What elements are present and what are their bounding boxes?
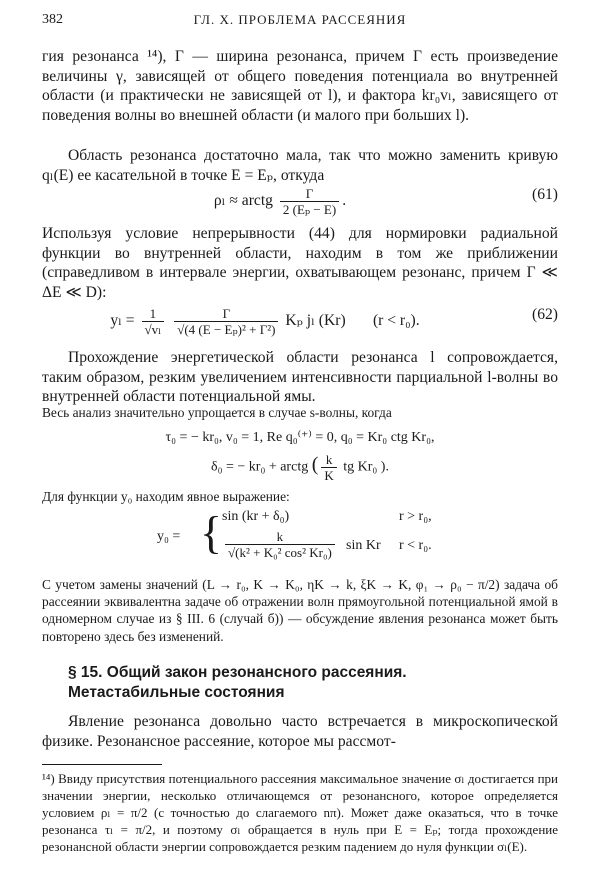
section-title-2: Метастабильные состояния bbox=[68, 684, 285, 701]
paragraph-5: Явление резонанса довольно часто встречается в микроскопической физике. Резонансное рассеяние, которое мы рассмот- bbox=[42, 713, 558, 750]
section-title-1: § 15. Общий закон резонансного рассеяния. bbox=[68, 664, 407, 681]
running-header bbox=[42, 12, 558, 32]
paragraph-2: Область резонанса достаточно мала, так что можно заменить кривую qₗ(E) ее касательной в точке E = Eₚ, откуда bbox=[42, 147, 558, 184]
eq62-fraction-1: $\frac{1}{\text{√vₗ}}$ bbox=[142, 306, 165, 337]
s-wave-line-2: δ₀ = − kr₀ + arctg ( $\frac{k}{K}$ tg Kr₀ ). bbox=[211, 452, 389, 483]
s-wave-fraction: $\frac{k}{K}$ bbox=[321, 452, 336, 483]
eq61-denominator: 2 (Eₚ − E) bbox=[282, 202, 337, 217]
eq61-numerator: Γ bbox=[280, 186, 339, 202]
y0-fraction: $\frac{k}{\text{√(k² + K₀² cos² Kr₀)}}$ bbox=[225, 529, 335, 560]
equation-61: ρₗ ≈ arctg $\frac{\Gamma}{\text{2 (Eₚ − E)}}$ . (61) bbox=[213, 186, 558, 217]
eq61-fraction bbox=[280, 186, 339, 217]
page-number: 382 bbox=[42, 12, 63, 27]
eq62-rhs: Kₚ jₗ (Kr) bbox=[285, 312, 346, 330]
paragraph-3: Используя условие непрерывности (44) для нормировки радиальной функции во внутренней области, находим в том же приближении (справедливом в интервале энергии, охватывающем резонанс, причем Γ ≪ ΔE ≪ D): bbox=[42, 225, 558, 301]
small-paragraph-3: С учетом замены значений (L → r₀, K → K₀, ηK → k, ξK → K, φ₁ → ρ₀ − π/2) задача об рассеянии эквивалентна задаче об отражении волн прямоугольной потенциальной ямой в одномерном случае из § III. 6 (случай б)) — обсуждение явления резонанса может быть повторено здесь без изменений. bbox=[42, 577, 558, 644]
paragraph-4: Прохождение энергетической области резонанса l сопровождается, таким образом, резким увеличением интенсивности парциальной l-волны во внутренней области потенциальной ямы. bbox=[42, 349, 558, 406]
footnote-rule bbox=[42, 764, 162, 765]
eq62-fraction-2: $\frac{\Gamma}{\text{√(4 (E − Eₚ)² + Γ²)}}$ bbox=[174, 306, 278, 337]
running-title: ГЛ. Х. ПРОБЛЕМА РАССЕЯНИЯ bbox=[193, 12, 407, 27]
eq61-lhs: ρₗ ≈ arctg bbox=[213, 192, 273, 210]
eq62-lhs: yₗ = bbox=[110, 312, 135, 330]
eq62-number: (62) bbox=[532, 306, 558, 323]
y0-equation: y₀ = { sin (kr + δ₀) r > r₀, $\frac{k}{\text{√(k² + K₀² cos² Kr₀)}}$ sin Kr r < r₀. bbox=[157, 507, 432, 560]
paragraph-1: гия резонанса ¹⁴), Γ — ширина резонанса, причем Γ есть произведение величины γ, зависящей от общего поведения потенциала во внутренней области (и практически не зависящей от l), и фактора kr₀vₗ, зависящего от поведения волны во внешней области (и малого при больших l). bbox=[42, 48, 558, 124]
equation-62 bbox=[42, 298, 558, 337]
small-paragraph-2: Для функции y₀ находим явное выражение: bbox=[42, 489, 290, 504]
eq62-condition: (r < r₀). bbox=[372, 312, 420, 330]
small-paragraph-1: Весь анализ значительно упрощается в случае s-волны, когда bbox=[42, 405, 392, 420]
s-wave-line-1: τ₀ = − kr₀, v₀ = 1, Re q₀⁽⁺⁾ = 0, q₀ = Kr₀ ctg Kr₀, bbox=[165, 430, 435, 445]
eq61-number: (61) bbox=[532, 186, 558, 203]
footnote: ¹⁴) Ввиду присутствия потенциального рассеяния максимальное значение σₗ достигается при значении энергии, несколько отличающемся от резонансного, которое определяется условием ρₗ = π/2 (с точностью до слагаемого nπ). Может даже оказаться, что в точке резонанса τₗ = π/2, и поэтому σₗ обращается в нуль при E = Eₚ; тогда прохождение резонансной области энергии сопровождается резким падением до нуля функции σₗ(E). bbox=[42, 771, 558, 854]
